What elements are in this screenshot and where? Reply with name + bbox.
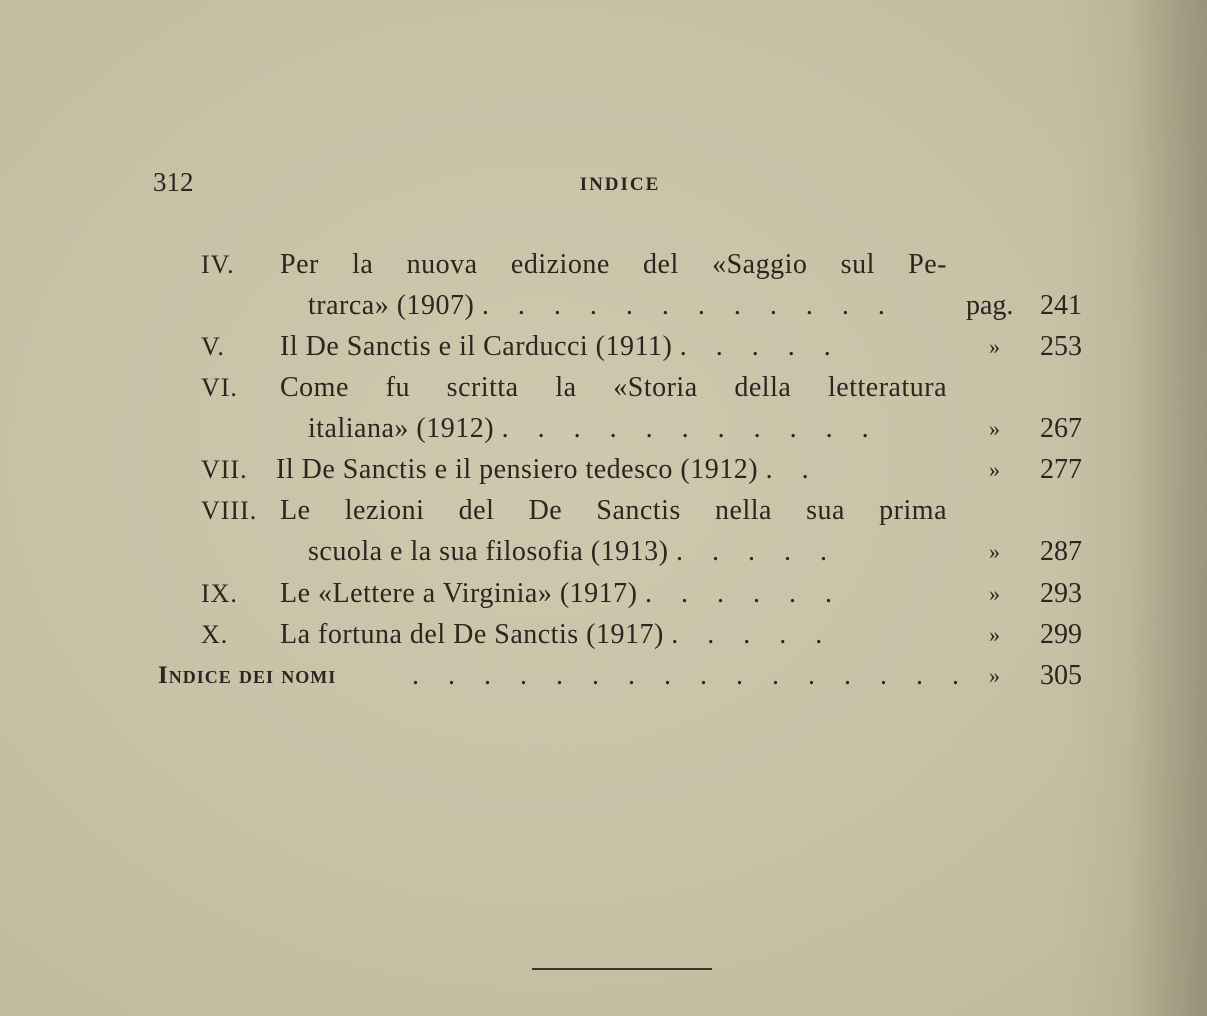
leader-dots: . . [765,454,820,485]
entry-title-text: Le «Lettere a Virginia» (1917) [280,578,638,609]
leader-dots: . . . . . . [645,578,843,609]
entry-title-cont [308,408,947,449]
leader-dots: . . . . . . . . . . . . . . . . [412,660,970,691]
entry-title-cont [276,449,947,490]
ditto-mark: » [989,539,1000,564]
toc-entry-vi-line-2 [0,408,1207,449]
entry-numeral: X. [201,620,229,649]
entry-title-cont [308,285,947,326]
entry-title-text: scuola e la sua filosofia (1913) [308,536,669,567]
footer-rule [532,968,712,970]
entry-title-text: Il De Sanctis e il pensiero tedesco (1912) [276,454,759,485]
toc-entry-viii-line-2 [0,531,1207,572]
ditto-mark: » [989,663,1000,688]
ditto-mark: » [989,457,1000,482]
entry-numeral: V. [201,332,225,361]
toc-entry-ix [0,573,1207,614]
page-ref: 299 [1040,619,1082,650]
index-label: Indice dei nomi [158,662,337,689]
entry-numeral: VII. [201,455,248,484]
leader-dots: . . . . . [671,619,834,650]
entry-title-cont [280,326,947,367]
entry-title-cont [308,531,947,572]
toc-entry-vi-line-1 [0,367,1207,408]
toc-entry-x [0,614,1207,655]
page-ref: 277 [1040,454,1082,485]
entry-title: Per la nuova edizione del «Saggio sul Pe- [280,249,947,280]
entry-title-text: La fortuna del De Sanctis (1917) [280,619,664,650]
entry-numeral: VIII. [201,496,258,525]
ditto-mark: » [989,416,1000,441]
page-ref: 293 [1040,578,1082,609]
toc-entry-iv-line-2 [0,285,1207,326]
entry-title-text: Il De Sanctis e il Carducci (1911) [280,331,673,362]
page-prefix: pag. [966,290,1014,321]
entry-numeral: VI. [201,373,238,402]
entry-title-text: italiana» (1912) [308,413,495,444]
page-ref: 241 [1040,290,1082,321]
page-ref: 253 [1040,331,1082,362]
ditto-mark: » [989,622,1000,647]
toc-entry-v [0,326,1207,367]
entry-numeral: IV. [201,250,235,279]
entry-title: Come fu scritta la «Storia della letteratura [280,372,947,403]
leader-dots: . . . . . [679,331,842,362]
toc-entry-vii [0,449,1207,490]
toc-entry-iv-line-1 [0,244,1207,285]
running-head: INDICE [579,174,661,195]
ditto-mark: » [989,581,1000,606]
toc-entry-index-of-names [0,655,1207,696]
leader-dots: . . . . . [675,536,838,567]
page-number: 312 [153,167,194,197]
entry-title-cont [280,573,947,614]
toc-entry-viii-line-1 [0,490,1207,531]
page-ref: 287 [1040,536,1082,567]
entry-title: Le lezioni del De Sanctis nella sua prima [280,495,947,526]
leader-dots: . . . . . . . . . . . [501,413,880,444]
entry-title-cont [280,614,947,655]
entry-title-text: trarca» (1907) [308,290,475,321]
page-ref: 305 [1040,660,1082,691]
leader-dots: . . . . . . . . . . . . [481,290,896,321]
page-ref: 267 [1040,413,1082,444]
entry-numeral: IX. [201,579,238,608]
ditto-mark: » [989,334,1000,359]
